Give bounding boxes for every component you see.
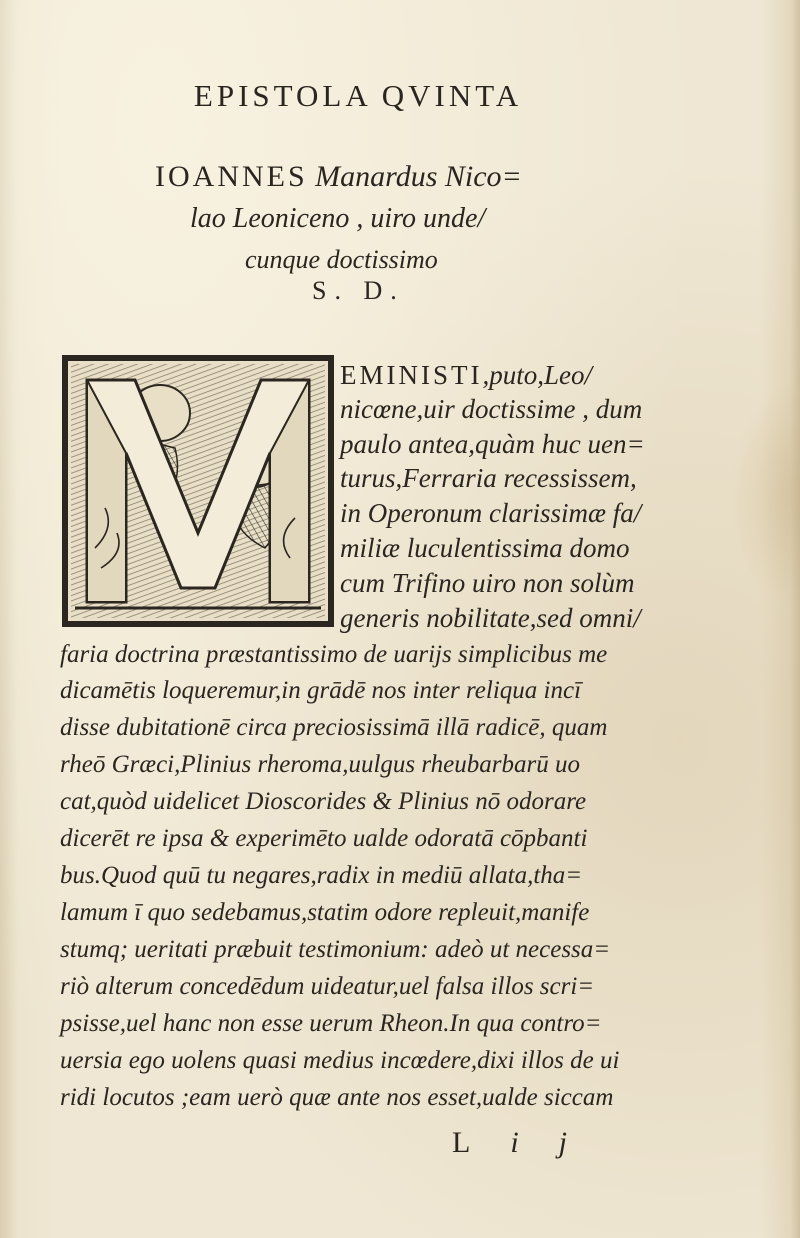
- paper-stain: [730, 380, 800, 610]
- body-line: uersia ego uolens quasi medius incœdere,dixi illos de ui: [60, 1047, 620, 1074]
- first-line-rest: ,puto,Leo/: [482, 360, 592, 390]
- body-line: turus,Ferraria recessissem,: [340, 463, 637, 493]
- salutation-line-2: lao Leoniceno , uiro unde/: [190, 203, 486, 234]
- body-line: riò alterum concedēdum uideatur,uel falsa illos scri=: [60, 973, 595, 1000]
- body-line: faria doctrina præstantissimo de uarijs simplicibus me: [60, 641, 608, 668]
- body-line: stumq; ueritati præbuit testimonium: adeò ut necessa=: [60, 936, 611, 963]
- body-line: miliæ luculentissima domo: [340, 533, 630, 563]
- body-line: cum Trifino uiro non solùm: [340, 568, 635, 598]
- salutation-line-1: [155, 160, 595, 194]
- decorated-initial-M-icon: [62, 355, 334, 627]
- salutation-name-rest: Manardus Nico=: [315, 160, 522, 193]
- body-line: ridi locutos ;eam uerò quæ ante nos esset,ualde siccam: [60, 1084, 614, 1111]
- body-line: generis nobilitate,sed omni/: [340, 603, 641, 633]
- salutation-line-3: cunque doctissimo: [245, 245, 438, 274]
- signature-mark: L: [452, 1126, 511, 1159]
- body-line: paulo antea,quàm huc uen=: [340, 429, 645, 459]
- body-line: disse dubitationē circa preciosissimā illā radicē, quam: [60, 714, 608, 741]
- body-line: in Operonum clarissimæ fa/: [340, 498, 642, 528]
- body-line: lamum ī quo sedebamus,statim odore repleuit,manife: [60, 899, 590, 926]
- body-line: dicerēt re ipsa & experimēto ualde odoratā cōpbanti: [60, 825, 588, 852]
- first-line: [340, 362, 592, 389]
- body-line: rheō Græci,Plinius rheroma,uulgus rheubarbarū uo: [60, 751, 580, 778]
- body-line: psisse,uel hanc non esse uerum Rheon.In qua contro=: [60, 1010, 602, 1037]
- running-head: EPISTOLA QVINTA: [193, 78, 523, 113]
- salutation-line-4: S. D.: [312, 276, 405, 305]
- signature-number: ij: [510, 1126, 607, 1159]
- body-line: dicamētis loqueremur,in grādē nos inter reliqua incī: [60, 677, 582, 704]
- page-signature: [452, 1126, 607, 1160]
- woodcut-initial-svg: [65, 358, 331, 624]
- body-line: bus.Quod quū tu negares,radix in mediū allata,tha=: [60, 862, 583, 889]
- first-line-caps: EMINISTI: [340, 360, 483, 390]
- salutation-name-caps: IOANNES: [155, 160, 308, 193]
- body-line: cat,quòd uidelicet Dioscorides & Plinius nō odorare: [60, 788, 587, 815]
- body-line: nicœne,uir doctissime , dum: [340, 394, 643, 424]
